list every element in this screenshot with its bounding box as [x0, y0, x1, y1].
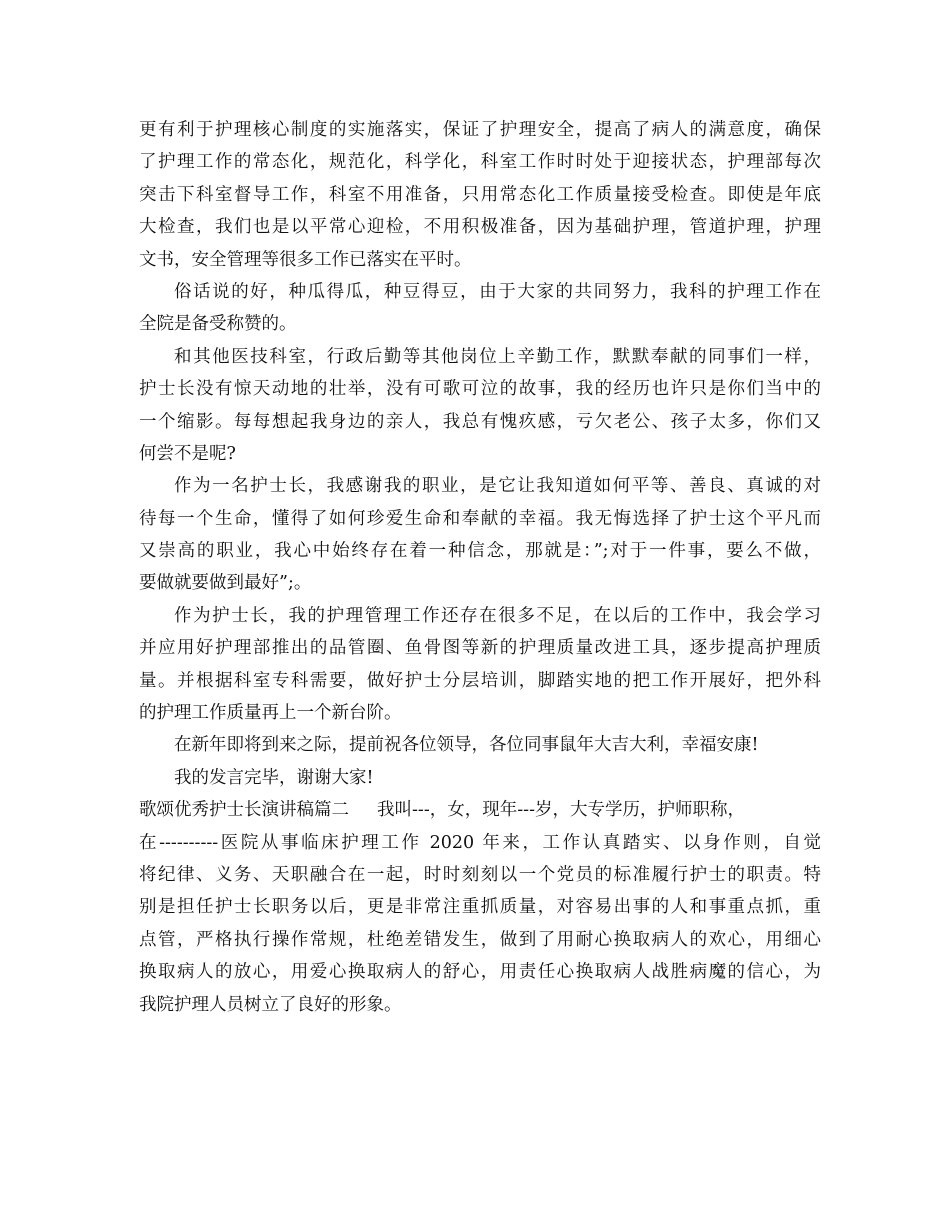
text-line: 要做就要做到最好”;。: [139, 573, 312, 594]
section-paragraph: [139, 827, 821, 1021]
section-heading-line: [139, 794, 821, 826]
text-line: 一个缩影。每每想起我身边的亲人，我总有愧疚感，亏欠老公、孩子太多，你们又: [139, 411, 821, 432]
speech-paragraphs: [139, 114, 821, 794]
text-line: 了护理工作的常态化，规范化，科学化，科室工作时时处于迎接状态，护理部每次: [139, 152, 821, 173]
text-line: 作为护士长，我的护理管理工作还存在很多不足，在以后的工作中，我会学习: [174, 605, 821, 626]
text-line: 作为一名护士长，我感谢我的职业，是它让我知道如何平等、善良、真诚的对: [174, 476, 821, 497]
text-line: 的护理工作质量再上一个新台阶。: [139, 703, 402, 724]
text-line: 在新年即将到来之际，提前祝各位领导，各位同事鼠年大吉大利，幸福安康!: [174, 735, 759, 756]
text-line: 换取病人的放心，用爱心换取病人的舒心，用责任心换取病人战胜病魔的信心，为: [139, 962, 821, 983]
text-line: 大检查，我们也是以平常心迎检，不用积极准备，因为基础护理，管道护理，护理: [139, 217, 821, 238]
text-line: 点管，严格执行操作常规，杜绝差错发生，做到了用耐心换取病人的欢心，用细心: [139, 929, 821, 950]
document-body: [139, 114, 821, 1021]
text-line: 又崇高的职业，我心中始终存在着一种信念，那就是：”;对于一件事，要么不做，: [139, 541, 821, 562]
text-line: 何尝不是呢?: [139, 443, 236, 464]
text-line: 我院护理人员树立了良好的形象。: [139, 994, 402, 1015]
text-line: 量。并根据科室专科需要，做好护士分层培训，脚踏实地的把工作开展好，把外科: [139, 670, 821, 691]
text-line: 突击下科室督导工作，科室不用准备，只用常态化工作质量接受检查。即使是年底: [139, 184, 821, 205]
text-line: 更有利于护理核心制度的实施落实，保证了护理安全，提高了病人的满意度，确保: [139, 120, 821, 140]
text-line: 文书，安全管理等很多工作已落实在平时。: [139, 249, 472, 270]
text-line: 将纪律、义务、天职融合在一起，时时刻刻以一个党员的标准履行护士的职责。特: [139, 864, 821, 885]
text-line: 护士长没有惊天动地的壮举，没有可歌可泣的故事，我的经历也许只是你们当中的: [139, 379, 821, 400]
text-line: 俗话说的好，种瓜得瓜，种豆得豆，由于大家的共同努力，我科的护理工作在: [174, 281, 821, 302]
text-line: 别是担任护士长职务以后，更是非常注重抓质量，对容易出事的人和事重点抓，重: [139, 897, 821, 918]
text-line: 全院是备受称赞的。: [139, 314, 297, 335]
text-line: 并应用好护理部推出的品管圈、鱼骨图等新的护理质量改进工具，逐步提高护理质: [139, 638, 821, 659]
text-line: 和其他医技科室，行政后勤等其他岗位上辛勤工作，默默奉献的同事们一样，: [174, 346, 821, 367]
text-line: 待每一个生命，懂得了如何珍爱生命和奉献的幸福。我无悔选择了护士这个平凡而: [139, 508, 821, 529]
section-title: 歌颂优秀护士长演讲稿篇二: [139, 800, 349, 821]
section-first-line-text: 我叫---，女，现年---岁，大专学历，护师职称，: [377, 800, 745, 821]
text-line: 我的发言完毕，谢谢大家!: [174, 767, 374, 788]
text-line: 在----------医院从事临床护理工作 2020 年来，工作认真踏实、以身作则，自觉: [139, 832, 821, 853]
